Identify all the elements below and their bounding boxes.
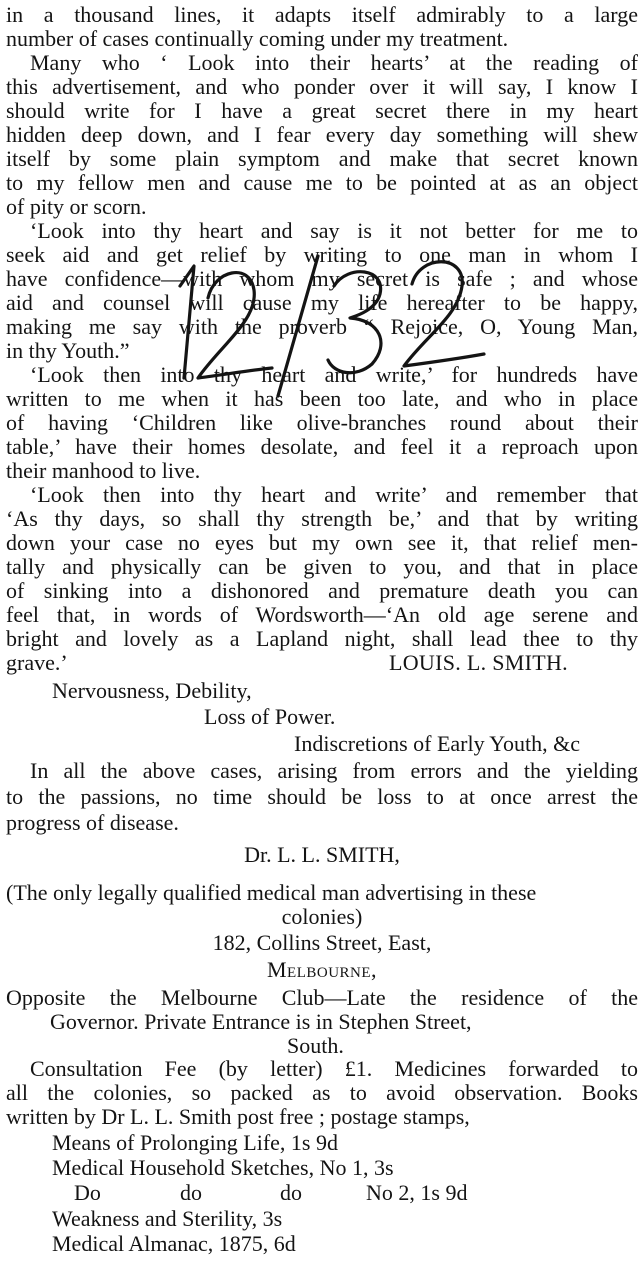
text-line: number of cases continually coming under my treatment.	[6, 26, 509, 51]
city: Melbourne,	[266, 957, 378, 982]
text-line: in thy Youth.”	[6, 338, 130, 363]
text-line: of pity or scorn.	[6, 194, 147, 219]
text-line: hidden deep down, and I fear every day something will shew	[6, 122, 638, 147]
text-line: should write for I have a great secret there in my heart	[6, 98, 638, 123]
text-line: down your case no eyes but my own see it, that relief men-	[6, 530, 638, 555]
text-line: of sinking into a dishonored and premature death you can	[6, 578, 638, 603]
qualification-line: colonies)	[281, 904, 363, 929]
text-line: all the colonies, so packed as to avoid observation. Books	[6, 1080, 638, 1105]
book-item: Medical Household Sketches, No 1, 3s	[52, 1155, 394, 1180]
text-line: to my fellow men and cause me to be pointed at as an object	[6, 170, 638, 195]
text-line: in a thousand lines, it adapts itself admirably to a large	[6, 2, 638, 27]
location-line: South.	[287, 1033, 344, 1058]
location-line: Governor. Private Entrance is in Stephen Street,	[50, 1009, 472, 1034]
qualification-line: (The only legally qualified medical man advertising in these	[6, 880, 537, 905]
text-line: aid and counsel will cause my life hereafter to be happy,	[6, 290, 638, 315]
text-line: have confidence—with whom my secret is safe ; and whose	[6, 266, 638, 291]
text-line: itself by some plain symptom and make that secret known	[6, 146, 638, 171]
text-line: making me say with the proverb “ Rejoice, O, Young Man,	[6, 314, 638, 339]
ditto-mark: Do	[74, 1180, 101, 1205]
location-line: Opposite the Melbourne Club—Late the residence of the	[6, 985, 638, 1010]
text-line: of having ‘Children like olive-branches round about their	[6, 410, 638, 435]
text-line: feel that, in words of Wordsworth—‘An old age serene and	[6, 602, 638, 627]
condition-line: Nervousness, Debility,	[52, 678, 252, 703]
signature: LOUIS. L. SMITH.	[389, 650, 568, 675]
text-line: ‘Look then into thy heart and write’ and remember that	[30, 482, 638, 507]
text-line: tally and physically can be given to you, and that in place	[6, 554, 638, 579]
book-volume: No 2, 1s 9d	[366, 1180, 468, 1205]
text-line: Consultation Fee (by letter) £1. Medicines forwarded to	[30, 1056, 638, 1081]
book-item: Medical Almanac, 1875, 6d	[52, 1231, 296, 1256]
text-line: written to me when it has been too late, and who in place	[6, 386, 638, 411]
text-line: their manhood to live.	[6, 458, 201, 483]
text-line: ‘Look into thy heart and say is it not better for me to	[30, 218, 638, 243]
doctor-name: Dr. L. L. SMITH,	[244, 842, 400, 867]
book-item	[74, 1180, 638, 1206]
text-line: ‘As thy days, so shall thy strength be,’ and that by writing	[6, 506, 638, 531]
text-line: this advertisement, and who ponder over it will say, I know I	[6, 74, 638, 99]
text-line: bright and lovely as a Lapland night, shall lead thee to thy	[6, 626, 638, 651]
text-line: grave.’	[6, 650, 68, 675]
street-address: 182, Collins Street, East,	[212, 930, 432, 955]
ditto-mark: do	[180, 1180, 202, 1205]
book-item: Weakness and Sterility, 3s	[52, 1206, 283, 1231]
ditto-mark: do	[280, 1180, 302, 1205]
book-item: Means of Prolonging Life, 1s 9d	[52, 1130, 338, 1155]
text-line: ‘Look then into thy heart and write,’ for hundreds have	[30, 362, 638, 387]
text-line: Many who ‘ Look into their hearts’ at the reading of	[30, 50, 638, 75]
text-line: seek aid and get relief by writing to one man in whom I	[6, 242, 638, 267]
text-line: In all the above cases, arising from errors and the yielding	[30, 758, 638, 783]
text-line: written by Dr L. L. Smith post free ; postage stamps,	[6, 1104, 470, 1129]
text-line: to the passions, no time should be loss to at once arrest the	[6, 784, 638, 809]
text-line: progress of disease.	[6, 810, 179, 835]
condition-line: Indiscretions of Early Youth, &c	[294, 731, 580, 756]
condition-line: Loss of Power.	[204, 704, 336, 729]
text-line: table,’ have their homes desolate, and feel it a reproach upon	[6, 434, 638, 459]
